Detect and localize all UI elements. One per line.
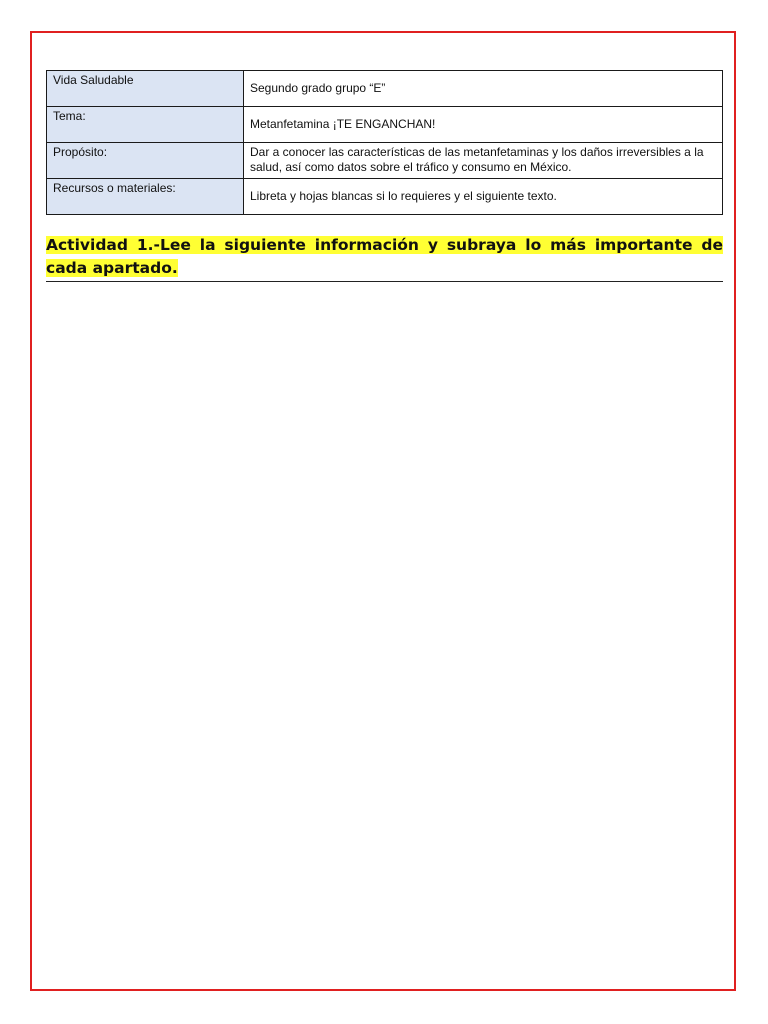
row-value: Metanfetamina ¡TE ENGANCHAN! (244, 107, 723, 143)
row-label: Vida Saludable (47, 71, 244, 107)
row-value: Segundo grado grupo “E” (244, 71, 723, 107)
activity-instruction (46, 234, 723, 282)
document-page (30, 31, 736, 991)
row-value: Libreta y hojas blancas si lo requieres y el siguiente texto. (244, 179, 723, 215)
activity-text: Actividad 1.-Lee la siguiente información y subraya lo más importante de cada apartado. (46, 236, 723, 277)
table-row (47, 143, 723, 179)
info-table (46, 70, 723, 215)
row-label: Tema: (47, 107, 244, 143)
table-row (47, 179, 723, 215)
row-label: Recursos o materiales: (47, 179, 244, 215)
table-row (47, 71, 723, 107)
row-label: Propósito: (47, 143, 244, 179)
table-row (47, 107, 723, 143)
row-value: Dar a conocer las características de las metanfetaminas y los daños irreversibles a la salud, así como datos sobre el tráfico y consumo en México. (244, 143, 723, 179)
